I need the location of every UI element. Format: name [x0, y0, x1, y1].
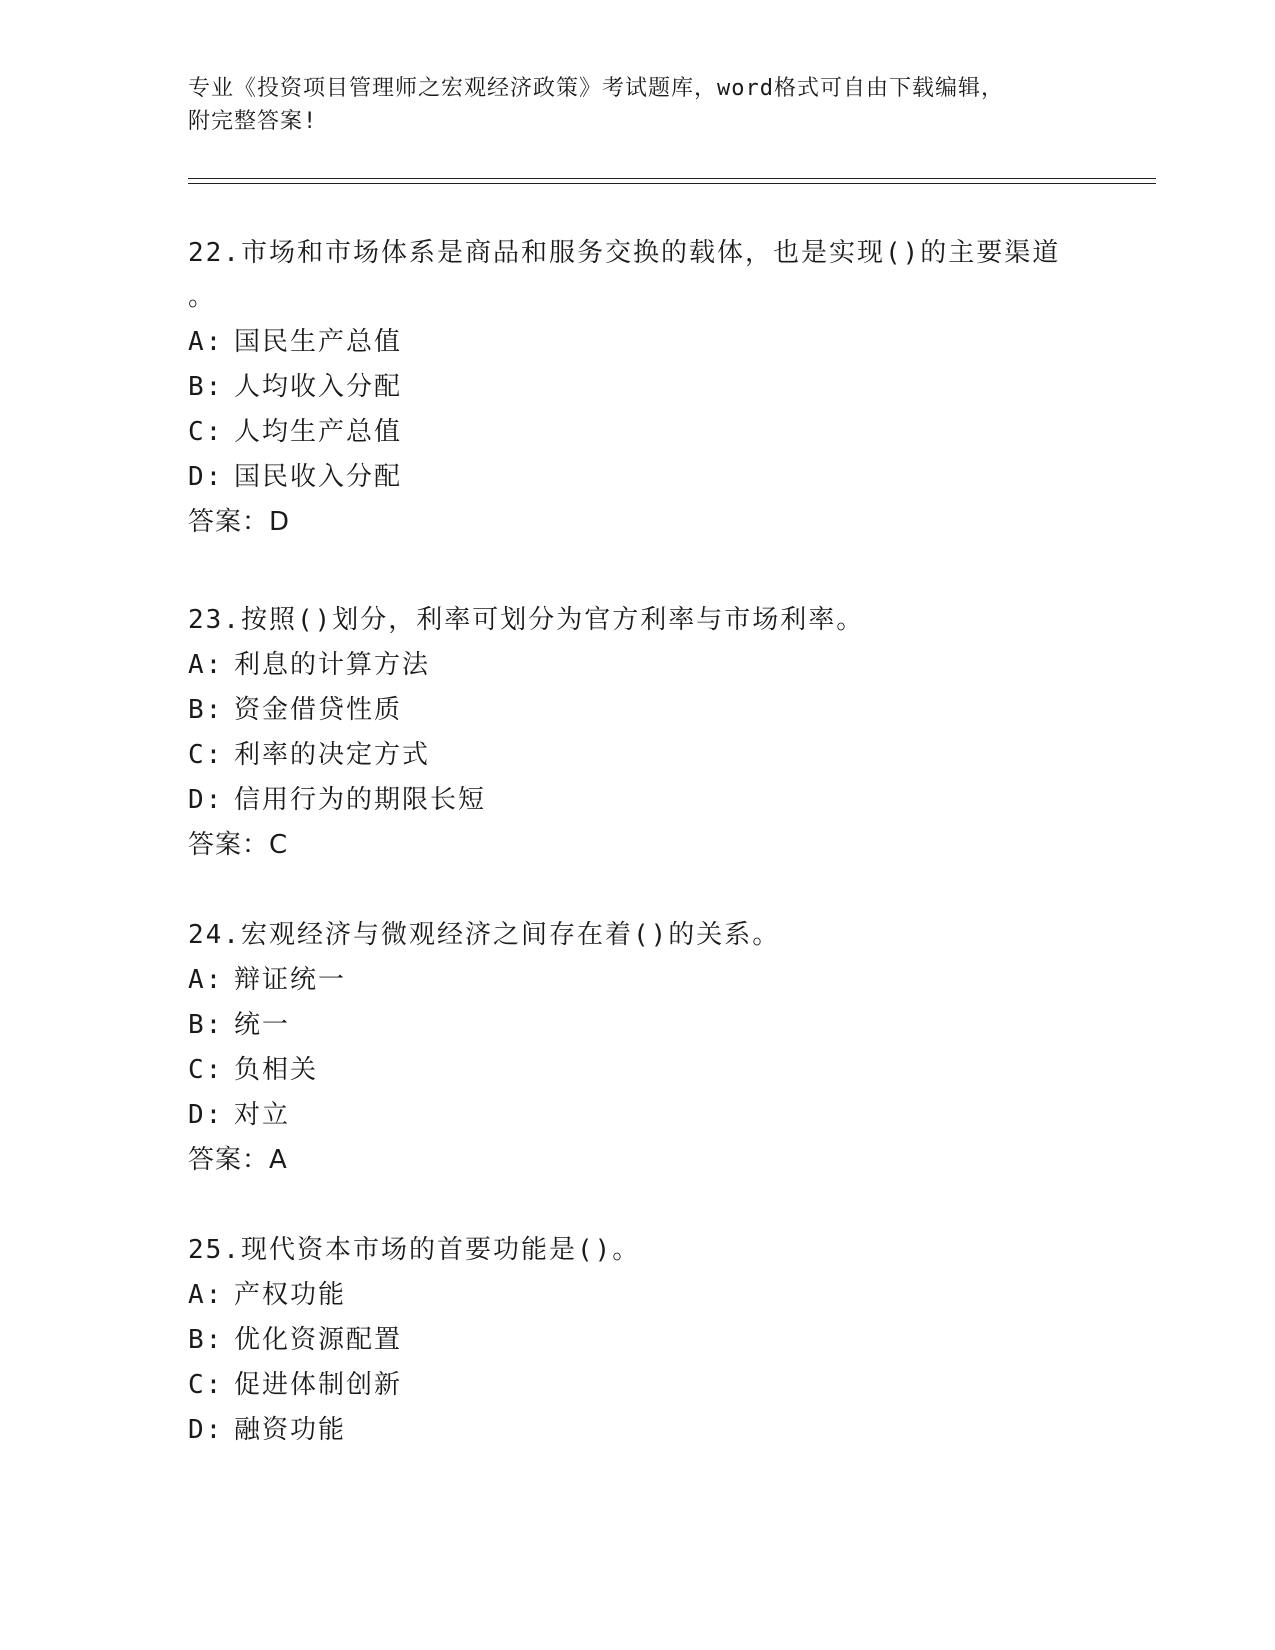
option-letter: C:	[188, 1055, 224, 1085]
option-text: 辩证统一	[234, 965, 347, 995]
option-d	[188, 1098, 1088, 1132]
option-text: 信用行为的期限长短	[234, 785, 487, 815]
option-letter: B:	[188, 695, 224, 725]
option-b	[188, 1008, 1088, 1042]
question-stem: 25.现代资本市场的首要功能是()。	[188, 1235, 641, 1265]
option-text: 利息的计算方法	[234, 650, 431, 680]
question-24	[188, 918, 1088, 1177]
option-b	[188, 370, 1088, 404]
option-d	[188, 783, 1088, 817]
option-c	[188, 738, 1088, 772]
option-c	[188, 415, 1088, 449]
option-b	[188, 1323, 1088, 1357]
document-header	[188, 72, 1088, 138]
option-text: 产权功能	[234, 1280, 347, 1310]
option-text: 统一	[234, 1010, 291, 1040]
answer-line: 答案：C	[188, 830, 289, 860]
header-divider-bottom	[188, 183, 1156, 184]
option-letter: A:	[188, 650, 224, 680]
option-text: 对立	[234, 1100, 291, 1130]
question-stem-continuation: 。	[188, 282, 215, 312]
option-a	[188, 1278, 1088, 1312]
option-letter: D:	[188, 1415, 224, 1445]
answer-line: 答案：A	[188, 1145, 288, 1175]
option-text: 国民生产总值	[234, 327, 403, 357]
header-line-2: 附完整答案!	[188, 109, 318, 134]
question-stem: 23.按照()划分，利率可划分为官方利率与市场利率。	[188, 605, 865, 635]
question-22	[188, 236, 1088, 539]
option-text: 国民收入分配	[234, 462, 403, 492]
option-letter: A:	[188, 327, 224, 357]
option-letter: C:	[188, 740, 224, 770]
option-text: 融资功能	[234, 1415, 347, 1445]
option-a	[188, 963, 1088, 997]
header-divider-top	[188, 178, 1156, 179]
option-letter: C:	[188, 417, 224, 447]
option-letter: D:	[188, 785, 224, 815]
option-letter: A:	[188, 965, 224, 995]
option-text: 促进体制创新	[234, 1370, 403, 1400]
option-text: 人均生产总值	[234, 417, 403, 447]
option-a	[188, 325, 1088, 359]
question-stem: 24.宏观经济与微观经济之间存在着()的关系。	[188, 920, 781, 950]
answer-line: 答案：D	[188, 507, 291, 537]
option-text: 资金借贷性质	[234, 695, 403, 725]
option-d	[188, 1413, 1088, 1447]
option-letter: A:	[188, 1280, 224, 1310]
option-c	[188, 1368, 1088, 1402]
option-b	[188, 693, 1088, 727]
option-letter: B:	[188, 372, 224, 402]
option-text: 优化资源配置	[234, 1325, 403, 1355]
option-letter: D:	[188, 1100, 224, 1130]
option-letter: B:	[188, 1325, 224, 1355]
question-25	[188, 1233, 1088, 1447]
option-d	[188, 460, 1088, 494]
question-stem: 22.市场和市场体系是商品和服务交换的载体，也是实现()的主要渠道	[188, 238, 1061, 268]
option-letter: C:	[188, 1370, 224, 1400]
option-text: 利率的决定方式	[234, 740, 431, 770]
question-23	[188, 603, 1088, 862]
option-letter: D:	[188, 462, 224, 492]
option-text: 人均收入分配	[234, 372, 403, 402]
option-c	[188, 1053, 1088, 1087]
header-line-1: 专业《投资项目管理师之宏观经济政策》考试题库，word格式可自由下载编辑，	[188, 76, 1004, 101]
option-a	[188, 648, 1088, 682]
option-letter: B:	[188, 1010, 224, 1040]
option-text: 负相关	[234, 1055, 319, 1085]
